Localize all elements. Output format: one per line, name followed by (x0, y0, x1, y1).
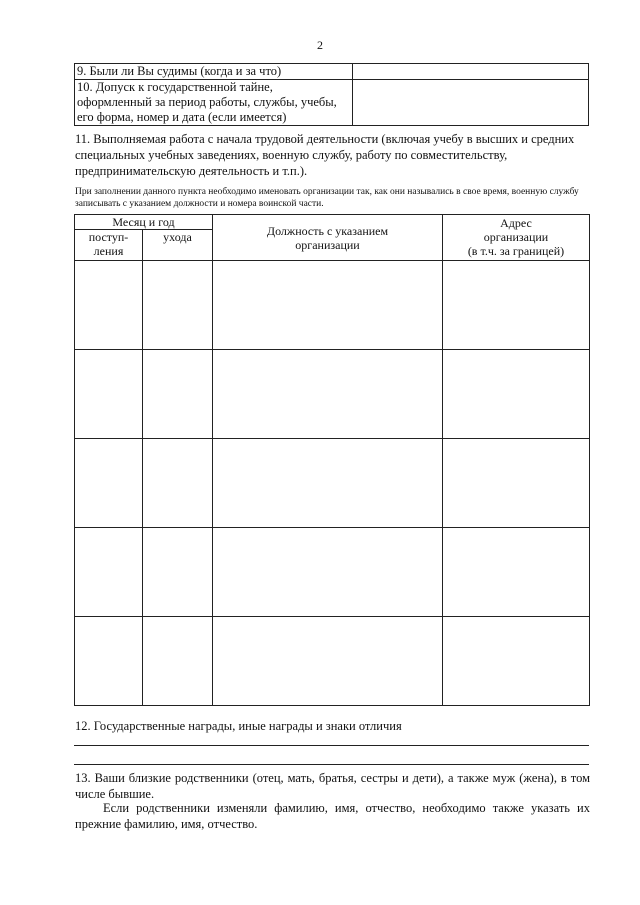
exit-cell[interactable] (143, 350, 213, 439)
address-cell[interactable] (443, 617, 590, 706)
question-13-note: Если родственники изменяли фамилию, имя, отчество, необходимо также указать их прежние фамилию, имя, отчество. (75, 801, 590, 831)
question-12: 12. Государственные награды, иные награды и знаки отличия (75, 719, 402, 733)
questions-9-10-table (74, 63, 589, 126)
entry-cell[interactable] (75, 439, 143, 528)
address-cell[interactable] (443, 439, 590, 528)
position-cell[interactable] (213, 261, 443, 350)
question-10-line: его форма, номер и дата (если имеется) (77, 110, 287, 124)
table-row (75, 350, 590, 439)
address-cell[interactable] (443, 528, 590, 617)
header-row (75, 215, 590, 230)
month-year-header: Месяц и год (75, 215, 213, 230)
address-cell[interactable] (443, 261, 590, 350)
position-cell[interactable] (213, 350, 443, 439)
table-row (75, 439, 590, 528)
entry-cell[interactable] (75, 350, 143, 439)
question-11: 11. Выполняемая работа с начала трудовой деятельности (включая учебу в высших и средних специальных учебных заведениях, военную службу, работу по совместительству, предпринимательскую деятельность и т.п.). (75, 132, 575, 178)
table-row (75, 261, 590, 350)
answer-9-field[interactable] (353, 64, 589, 80)
entry-cell[interactable] (75, 261, 143, 350)
entry-header: поступ- ления (75, 230, 143, 261)
question-10-line: 10. Допуск к государственной тайне, (77, 80, 273, 94)
page-number: 2 (317, 38, 323, 52)
entry-cell[interactable] (75, 617, 143, 706)
address-header: Адрес организации (в т.ч. за границей) (443, 215, 590, 261)
position-cell[interactable] (213, 617, 443, 706)
question-13: 13. Ваши близкие родственники (отец, мать, братья, сестры и дети), а также муж (жена), в том числе бывшие. (75, 771, 590, 801)
position-header: Должность с указанием организации (213, 215, 443, 261)
table-row (75, 617, 590, 706)
entry-cell[interactable] (75, 528, 143, 617)
table-row (75, 80, 589, 126)
position-cell[interactable] (213, 528, 443, 617)
work-history-table (74, 214, 590, 706)
table-row (75, 528, 590, 617)
exit-cell[interactable] (143, 528, 213, 617)
exit-cell[interactable] (143, 261, 213, 350)
address-cell[interactable] (443, 350, 590, 439)
question-10 (75, 80, 353, 126)
answer-line[interactable] (74, 745, 589, 746)
position-cell[interactable] (213, 439, 443, 528)
exit-header: ухода (143, 230, 213, 261)
answer-line[interactable] (74, 764, 589, 765)
exit-cell[interactable] (143, 439, 213, 528)
table-row (75, 64, 589, 80)
question-9: 9. Были ли Вы судимы (когда и за что) (75, 64, 353, 80)
question-10-line: оформленный за период работы, службы, учебы, (77, 95, 337, 109)
answer-10-field[interactable] (353, 80, 589, 126)
question-11-note: При заполнении данного пункта необходимо именовать организации так, как они назывались в свое время, военную службу записывать с указанием должности и номера воинской части. (75, 187, 579, 209)
exit-cell[interactable] (143, 617, 213, 706)
